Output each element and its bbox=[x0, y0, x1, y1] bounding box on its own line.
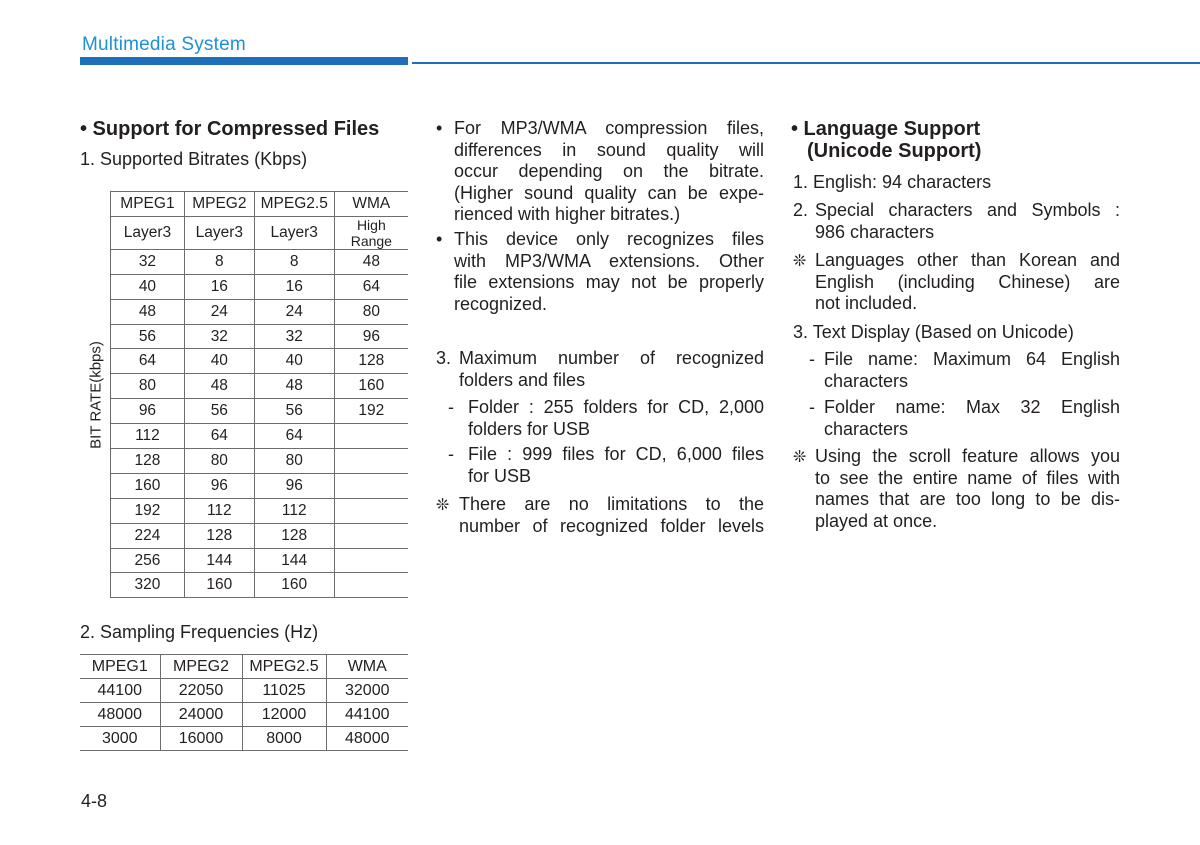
text-line: English (including Chinese) are bbox=[815, 271, 1120, 292]
table-cell: 96 bbox=[184, 473, 254, 498]
text-line: for USB bbox=[468, 465, 532, 486]
table-cell: 64 bbox=[254, 424, 334, 449]
table-cell: 96 bbox=[254, 473, 334, 498]
text-line: number of recognized folder levels bbox=[459, 515, 764, 536]
text-line: Maximum number of recognized bbox=[459, 348, 764, 368]
table-cell: 128 bbox=[254, 523, 334, 548]
table-cell: 128 bbox=[184, 523, 254, 548]
text-line: This device only recognizes files bbox=[454, 229, 764, 249]
table-cell: 44100 bbox=[326, 703, 408, 727]
text-line: File : 999 files for CD, 6,000 files bbox=[468, 444, 764, 464]
table-cell: 48 bbox=[334, 249, 408, 274]
table-cell bbox=[334, 523, 408, 548]
table-row bbox=[111, 274, 409, 299]
text-line: folders and files bbox=[459, 369, 586, 390]
table-cell: 8000 bbox=[242, 727, 326, 751]
note-icon: ❊ bbox=[793, 447, 807, 466]
table-header-cell: Layer3 bbox=[111, 216, 185, 249]
table-cell: 40 bbox=[111, 274, 185, 299]
table-header-cell: MPEG1 bbox=[80, 655, 160, 679]
table-cell: 128 bbox=[111, 449, 185, 474]
text-line: (Higher sound quality can be expe- bbox=[454, 182, 764, 203]
table-row bbox=[80, 727, 408, 751]
table-header-cell: MPEG2 bbox=[160, 655, 242, 679]
table-cell: 64 bbox=[184, 424, 254, 449]
table-row bbox=[80, 679, 408, 703]
table-row bbox=[111, 249, 409, 274]
language-support-subheading: (Unicode Support) bbox=[807, 140, 982, 162]
table-row bbox=[111, 349, 409, 374]
table-cell: 32000 bbox=[326, 679, 408, 703]
table-cell bbox=[334, 424, 408, 449]
table-row bbox=[111, 374, 409, 399]
table-row bbox=[111, 473, 409, 498]
text-line: Languages other than Korean and bbox=[815, 250, 1120, 270]
dash-mark: - bbox=[448, 397, 454, 417]
text-line: played at once. bbox=[815, 510, 938, 531]
table-row bbox=[111, 324, 409, 349]
table-cell: 56 bbox=[254, 399, 334, 424]
table-cell: 24000 bbox=[160, 703, 242, 727]
table-header-row bbox=[111, 216, 409, 249]
table-cell: 12000 bbox=[242, 703, 326, 727]
text-line: differences in sound quality will bbox=[454, 139, 764, 160]
table-cell: 112 bbox=[254, 498, 334, 523]
table-cell bbox=[334, 498, 408, 523]
table-row bbox=[111, 523, 409, 548]
table-cell: 11025 bbox=[242, 679, 326, 703]
bitrate-table bbox=[110, 191, 408, 598]
item-number: 2. bbox=[793, 200, 809, 220]
table-cell bbox=[334, 573, 408, 598]
text-line: 986 characters bbox=[815, 221, 935, 242]
table-cell: 56 bbox=[184, 399, 254, 424]
table-cell: 80 bbox=[111, 374, 185, 399]
table-cell bbox=[334, 473, 408, 498]
table-cell: 224 bbox=[111, 523, 185, 548]
table-cell: 48 bbox=[254, 374, 334, 399]
item-number: 3. bbox=[436, 348, 452, 368]
table-row bbox=[111, 498, 409, 523]
sampling-title: 2. Sampling Frequencies (Hz) bbox=[80, 622, 319, 642]
table-cell: 16 bbox=[184, 274, 254, 299]
table-cell: 160 bbox=[184, 573, 254, 598]
text-line: Special characters and Symbols : bbox=[815, 200, 1120, 220]
table-header-cell: WMA bbox=[326, 655, 408, 679]
text-display-item: 3. Text Display (Based on Unicode) bbox=[793, 322, 1074, 342]
text-line: characters bbox=[824, 370, 909, 391]
table-header-cell: Layer3 bbox=[184, 216, 254, 249]
bullet-mark: • bbox=[436, 229, 443, 249]
table-cell bbox=[334, 449, 408, 474]
table-cell: 80 bbox=[254, 449, 334, 474]
dash-mark: - bbox=[448, 444, 454, 464]
sampling-table bbox=[80, 654, 408, 751]
text-line: names that are too long to be dis- bbox=[815, 489, 1120, 509]
language-support-heading: • Language Support bbox=[791, 118, 981, 140]
page-number: 4-8 bbox=[81, 791, 108, 811]
table-cell: 24 bbox=[184, 299, 254, 324]
table-cell: 16000 bbox=[160, 727, 242, 751]
section-title: Multimedia System bbox=[82, 34, 246, 55]
table-cell: 160 bbox=[111, 473, 185, 498]
table-cell: 192 bbox=[334, 399, 408, 424]
bullet-mark: • bbox=[436, 118, 443, 138]
text-line: Folder name: Max 32 English bbox=[824, 397, 1120, 417]
table-header-row bbox=[80, 655, 408, 679]
table-row bbox=[80, 703, 408, 727]
header-accent-bar bbox=[80, 57, 408, 65]
table-cell: 80 bbox=[334, 299, 408, 324]
table-cell bbox=[334, 548, 408, 573]
table-header-cell: Layer3 bbox=[254, 216, 334, 249]
table-row bbox=[111, 399, 409, 424]
table-cell: 32 bbox=[254, 324, 334, 349]
text-line: recognized. bbox=[454, 293, 548, 314]
table-cell: 40 bbox=[254, 349, 334, 374]
table-cell: 22050 bbox=[160, 679, 242, 703]
note-icon: ❊ bbox=[436, 495, 450, 514]
table-cell: 160 bbox=[254, 573, 334, 598]
text-line: There are no limitations to the bbox=[459, 494, 764, 514]
table-row bbox=[111, 424, 409, 449]
text-line: file extensions may not be properly bbox=[454, 272, 764, 292]
text-line: characters bbox=[824, 418, 909, 439]
bitrates-title: 1. Supported Bitrates (Kbps) bbox=[80, 149, 308, 169]
table-cell: 128 bbox=[334, 349, 408, 374]
text-line: folders for USB bbox=[468, 418, 591, 439]
table-cell: 64 bbox=[334, 274, 408, 299]
table-cell: 44100 bbox=[80, 679, 160, 703]
text-line: with MP3/WMA extensions. Other bbox=[454, 250, 764, 271]
table-cell: 8 bbox=[254, 249, 334, 274]
header-rule bbox=[412, 62, 1200, 64]
table-cell: 160 bbox=[334, 374, 408, 399]
dash-mark: - bbox=[809, 349, 815, 369]
table-cell: 16 bbox=[254, 274, 334, 299]
table-header-cell: WMA bbox=[334, 192, 408, 217]
table-cell: 32 bbox=[111, 249, 185, 274]
table-header-cell: MPEG2 bbox=[184, 192, 254, 217]
table-cell: 56 bbox=[111, 324, 185, 349]
table-row bbox=[111, 548, 409, 573]
text-line: rienced with higher bitrates.) bbox=[454, 204, 681, 224]
table-cell: 48000 bbox=[80, 703, 160, 727]
text-line: File name: Maximum 64 English bbox=[824, 349, 1120, 369]
table-header-cell: MPEG2.5 bbox=[254, 192, 334, 217]
table-cell: 8 bbox=[184, 249, 254, 274]
table-cell: 3000 bbox=[80, 727, 160, 751]
text-line: not included. bbox=[815, 293, 918, 313]
table-cell: 48 bbox=[184, 374, 254, 399]
table-cell: 112 bbox=[184, 498, 254, 523]
table-cell: 32 bbox=[184, 324, 254, 349]
table-cell: 96 bbox=[111, 399, 185, 424]
table-cell: 40 bbox=[184, 349, 254, 374]
text-line: occur depending on the bitrate. bbox=[454, 161, 764, 181]
note-icon: ❊ bbox=[793, 251, 807, 270]
table-cell: 64 bbox=[111, 349, 185, 374]
table-cell: 256 bbox=[111, 548, 185, 573]
table-row bbox=[111, 573, 409, 598]
table-row bbox=[111, 449, 409, 474]
table-cell: 320 bbox=[111, 573, 185, 598]
table-cell: 192 bbox=[111, 498, 185, 523]
table-header-cell: MPEG1 bbox=[111, 192, 185, 217]
text-line: Folder : 255 folders for CD, 2,000 bbox=[468, 397, 764, 417]
table-cell: 48000 bbox=[326, 727, 408, 751]
text-line: Using the scroll feature allows you bbox=[815, 446, 1120, 466]
table-header-cell: MPEG2.5 bbox=[242, 655, 326, 679]
english-characters-item: 1. English: 94 characters bbox=[793, 172, 992, 192]
table-cell: 24 bbox=[254, 299, 334, 324]
table-cell: 96 bbox=[334, 324, 408, 349]
text-line: For MP3/WMA compression files, bbox=[454, 118, 764, 138]
table-cell: 80 bbox=[184, 449, 254, 474]
table-cell: 112 bbox=[111, 424, 185, 449]
text-line: to see the entire name of files with bbox=[815, 467, 1120, 488]
dash-mark: - bbox=[809, 397, 815, 417]
table-row bbox=[111, 299, 409, 324]
compressed-files-heading: • Support for Compressed Files bbox=[80, 118, 380, 140]
table-cell: 48 bbox=[111, 299, 185, 324]
table-cell: 144 bbox=[254, 548, 334, 573]
table-cell: 144 bbox=[184, 548, 254, 573]
table-header-row bbox=[111, 192, 409, 217]
table-header-cell: High Range bbox=[334, 216, 408, 249]
